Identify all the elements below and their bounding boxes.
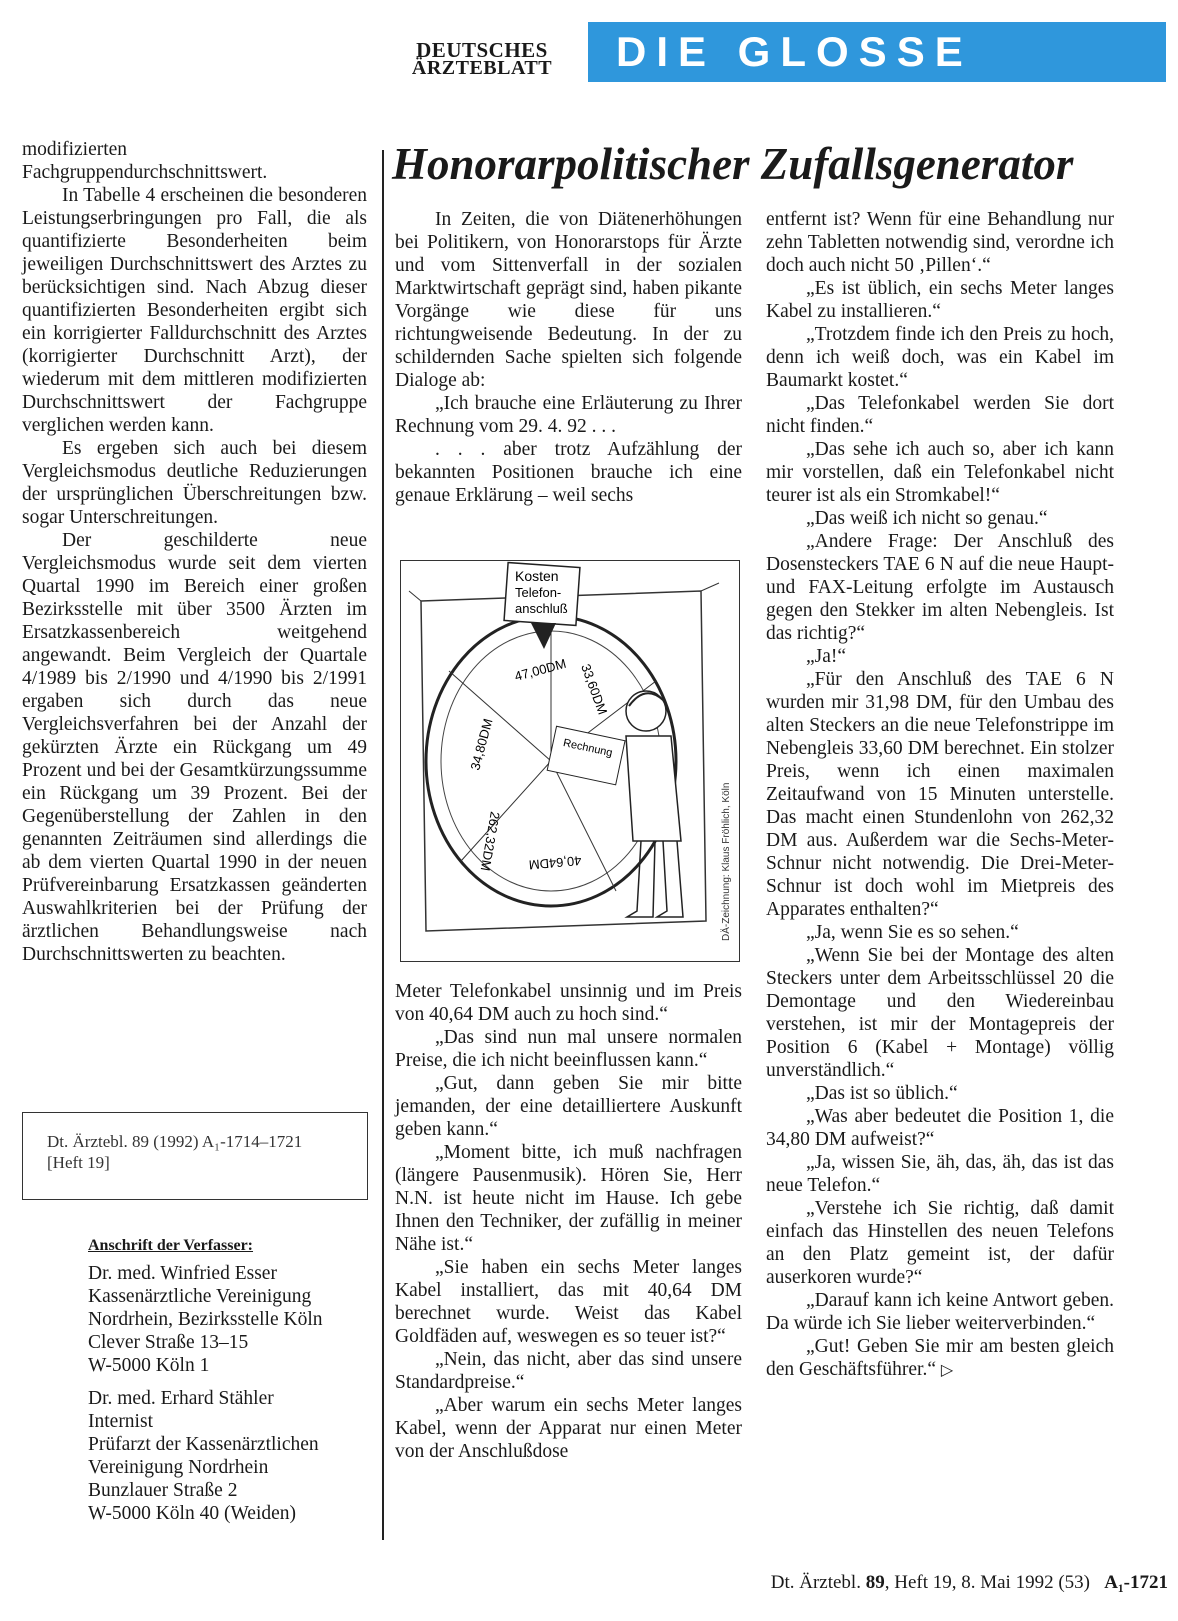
sign-text: anschluß bbox=[515, 601, 568, 616]
paragraph: Meter Telefonkabel unsinnig und im Preis von 40,64 DM auch zu hoch sind.“ bbox=[395, 981, 742, 1025]
address-line: Dr. med. Erhard Stähler bbox=[88, 1388, 274, 1409]
footer-page-number: A₁-1721 bbox=[1104, 1572, 1168, 1593]
paragraph: Es ergeben sich auch bei diesem Vergleichsmodus deutliche Reduzierungen der ursprünglichen Überschreitungen bzw. sogar Unterschreitungen. bbox=[22, 438, 367, 528]
address-line: W-5000 Köln 1 bbox=[88, 1355, 210, 1376]
article-title: Honorarpolitischer Zufallsgenerator bbox=[392, 139, 1074, 189]
paragraph: „Das sehe ich auch so, aber ich kann mir vorstellen, daß ein Telefonkabel nicht teurer ist als ein Stromkabel!“ bbox=[766, 439, 1114, 506]
paragraph-text: „Gut! Geben Sie mir am besten gleich den Geschäftsführer.“ bbox=[766, 1336, 1114, 1380]
paragraph: „Was aber bedeutet die Position 1, die 34,80 DM aufweist?“ bbox=[766, 1106, 1114, 1150]
citation-line: Dt. Ärztebl. 89 (1992) A₁-1714–1721 bbox=[47, 1132, 303, 1151]
paragraph: „Ja!“ bbox=[806, 646, 847, 667]
footer-journal: Dt. Ärztebl. bbox=[770, 1572, 866, 1593]
footer-issue: , Heft 19, 8. Mai 1992 (53) bbox=[884, 1572, 1090, 1593]
cartoon-drawing bbox=[401, 561, 738, 960]
address-line: Internist bbox=[88, 1411, 153, 1432]
address-line: Clever Straße 13–15 bbox=[88, 1332, 249, 1353]
address-line: Bunzlauer Straße 2 bbox=[88, 1480, 238, 1501]
column-middle-top bbox=[395, 208, 742, 507]
paragraph: „Gut, dann geben Sie mir bitte jemanden, der eine detailliertere Auskunft geben kann.“ bbox=[395, 1073, 742, 1140]
paragraph: „Ja, wissen Sie, äh, das, äh, das ist das neue Telefon.“ bbox=[766, 1152, 1114, 1196]
paragraph: „Das ist so üblich.“ bbox=[806, 1083, 958, 1104]
paragraph: „Das sind nun mal unsere normalen Preise, die ich nicht beeinflussen kann.“ bbox=[395, 1027, 742, 1071]
page-footer bbox=[648, 1572, 1168, 1594]
paragraph: In Tabelle 4 erscheinen die besonderen Leistungserbringungen pro Fall, die als quantifizierte Besonderheiten beim jeweiligen Durchschnittswert des Arztes zu berücksichtigen sind. Nach Abzug dieser quantifizierten Besonderheiten ergibt sich ein korrigierter Falldurchschnitt des Arztes (korrigierter Durchschnitt Arzt), der wiederum mit dem mittleren modifizierten Durchschnittswert der Fachgruppe verglichen werden kann. bbox=[22, 185, 367, 436]
paragraph: „Das Telefonkabel werden Sie dort nicht finden.“ bbox=[766, 393, 1114, 437]
citation-line: [Heft 19] bbox=[47, 1153, 110, 1172]
paragraph: In Zeiten, die von Diätenerhöhungen bei Politikern, von Honorarstops für Ärzte und vom Sittenverfall in der sozialen Marktwirtschaft geprägt sind, haben pikante Vorgänge wie diese für uns richtungweisende Bedeutung. In der zu schildernden Sache spielten sich folgende Dialoge ab: bbox=[395, 209, 742, 391]
wheel-value: 34,80DM bbox=[467, 716, 496, 772]
column-divider bbox=[382, 150, 384, 1540]
paragraph: modifizierten Fachgruppendurchschnittswert. bbox=[22, 139, 268, 183]
masthead-line1: DEUTSCHES bbox=[416, 38, 548, 62]
author-address bbox=[88, 1262, 378, 1525]
paragraph: entfernt ist? Wenn für eine Behandlung nur zehn Tabletten notwendig sind, verordne ich doch auch nicht 50 ‚Pillen‘.“ bbox=[766, 209, 1114, 276]
sign-text: Kosten bbox=[515, 568, 559, 584]
paragraph: „Aber warum ein sechs Meter langes Kabel, wenn der Apparat nur einen Meter von der Anschlußdose bbox=[395, 1395, 742, 1462]
address-line: Kassenärztliche Vereinigung bbox=[88, 1286, 312, 1307]
paragraph: „Wenn Sie bei der Montage des alten Steckers unter dem Arbeitsschlüssel 20 die Demontage und den Wiedereinbau verstehen, ist mir der Montagepreis der Position 6 (Kabel + Montage) völlig unverständlich.“ bbox=[766, 945, 1114, 1081]
masthead-line2: ÄRZTEBLATT bbox=[411, 57, 553, 79]
column-middle-bottom bbox=[395, 980, 742, 1463]
paragraph: „Moment bitte, ich muß nachfragen (längere Pausenmusik). Hören Sie, Herr N.N. ist heute nicht im Hause. Ich gebe Ihnen den Techniker, der zufällig in meiner Nähe ist.“ bbox=[395, 1142, 742, 1255]
paragraph: „Andere Frage: Der Anschluß des Dosensteckers TAE 6 N auf die neue Haupt- und FAX-Leitung erfolgte im Austausch gegen den Stekker im alten Nebengleis. Ist das richtig?“ bbox=[766, 531, 1114, 644]
paragraph: „Sie haben ein sechs Meter langes Kabel installiert, das mit 40,64 DM berechnet wurde. Weist das Kabel Goldfäden auf, weswegen es so teuer ist?“ bbox=[395, 1257, 742, 1347]
column-left bbox=[22, 138, 367, 966]
column-right bbox=[766, 208, 1114, 1381]
paragraph: „Nein, das nicht, aber das sind unsere Standardpreise.“ bbox=[395, 1349, 742, 1393]
address-heading: Anschrift der Verfasser: bbox=[88, 1237, 254, 1254]
cartoon-illustration bbox=[400, 560, 740, 962]
paper-text: Rechnung bbox=[561, 737, 614, 760]
paragraph: „Darauf kann ich keine Antwort geben. Da würde ich Sie lieber weiterverbinden.“ bbox=[766, 1290, 1114, 1334]
wheel-value: 40,64DM bbox=[528, 853, 583, 873]
section-title: DIE GLOSSE bbox=[616, 28, 973, 75]
wheel-value: 47,00DM bbox=[512, 655, 568, 684]
address-line: Nordrhein, Bezirksstelle Köln bbox=[88, 1309, 323, 1330]
address-line: Vereinigung Nordrhein bbox=[88, 1457, 269, 1478]
footer-volume: 89 bbox=[865, 1572, 885, 1593]
paragraph: „Für den Anschluß des TAE 6 N wurden mir 31,98 DM, für den Umbau des alten Steckers an die neue Telefonstrippe im Nebengleis 33,60 DM berechnet. Ein stolzer Preis, wenn ich einen maximalen Zeitaufwand von 15 Minuten unterstelle. Das macht einen Stundenlohn von 262,32 DM aus. Außerdem war die Sechs-Meter-Schnur nicht notwendig. Die Drei-Meter-Schnur ist doch wohl im Mietpreis des Apparates enthalten?“ bbox=[766, 669, 1114, 920]
paragraph: „Verstehe ich Sie richtig, daß damit einfach das Hinstellen des neuen Telefons an den Platz gemeint ist, der dafür auserkoren wurde?“ bbox=[766, 1198, 1114, 1288]
paragraph: „Ich brauche eine Erläuterung zu Ihrer Rechnung vom 29. 4. 92 . . . bbox=[395, 393, 742, 437]
address-line: Prüfarzt der Kassenärztlichen bbox=[88, 1434, 319, 1455]
paragraph bbox=[766, 1335, 1114, 1381]
masthead bbox=[398, 40, 566, 78]
paragraph: . . . aber trotz Aufzählung der bekannten Positionen brauche ich eine genaue Erklärung – weil sechs bbox=[395, 439, 742, 506]
address-line: Dr. med. Winfried Esser bbox=[88, 1263, 277, 1284]
paragraph: „Das weiß ich nicht so genau.“ bbox=[806, 508, 1048, 529]
section-banner bbox=[588, 22, 1166, 82]
paragraph: „Ja, wenn Sie es so sehen.“ bbox=[806, 922, 1019, 943]
continue-triangle-icon: ▷ bbox=[940, 1360, 954, 1379]
cartoon-credit: DÄ-Zeichnung: Klaus Fröhlich, Köln bbox=[721, 782, 732, 941]
paragraph: Der geschilderte neue Vergleichsmodus wurde seit dem vierten Quartal 1990 im Bereich einer großen Bezirksstelle mit über 3500 Ärzten im Ersatzkassenbereich weitgehend angewandt. Beim Vergleich der Quartale 4/1989 bis 2/1990 und 4/1990 bis 2/1991 ergaben sich durch das neue Vergleichsverfahren bei der Anzahl der gekürzten Ärzte ein Rückgang um 49 Prozent und bei der Gesamtkürzungssumme ein Rückgang um 39 Prozent. Bei der Gegenüberstellung der Zahlen in den genannten Zeiträumen sind allerdings die ab dem vierten Quartal 1990 in der neuen Prüfvereinbarung Ersatzkassen geänderten Auswahlkriterien bei der Prüfung der ärztlichen Behandlungsweise nach Durchschnittswerten zu beachten. bbox=[22, 530, 367, 965]
citation-box bbox=[22, 1112, 368, 1200]
wheel-value: 33,60DM bbox=[578, 661, 611, 717]
paragraph: „Es ist üblich, ein sechs Meter langes Kabel zu installieren.“ bbox=[766, 278, 1114, 322]
address-line: W-5000 Köln 40 (Weiden) bbox=[88, 1503, 297, 1524]
sign-text: Telefon- bbox=[515, 585, 562, 600]
wheel-value: 262,32DM bbox=[477, 810, 503, 873]
paragraph: „Trotzdem finde ich den Preis zu hoch, denn ich weiß doch, was ein Kabel im Baumarkt kostet.“ bbox=[766, 324, 1114, 391]
